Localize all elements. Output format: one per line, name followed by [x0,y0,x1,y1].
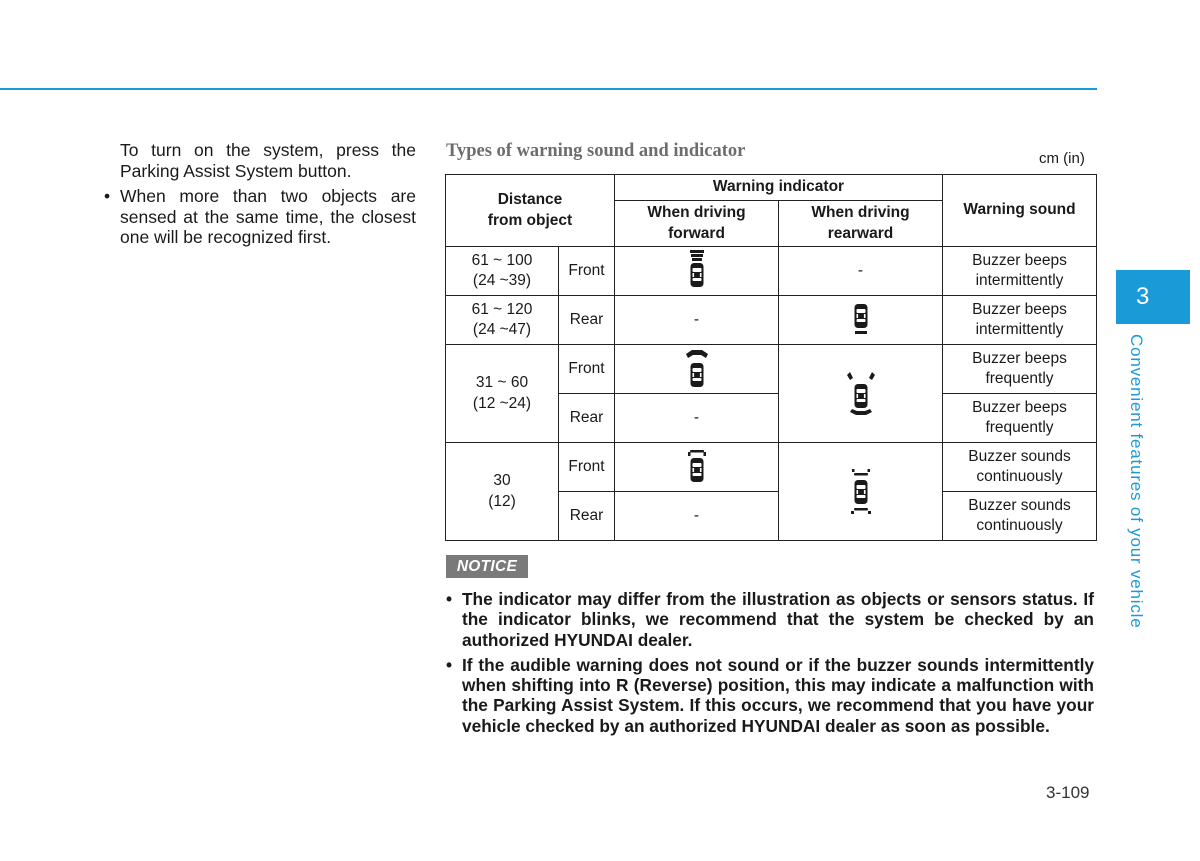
car-front-mid-range-icon [682,348,712,390]
car-short-range-both-icon [847,466,875,518]
distance-cell: 30 (12) [446,443,559,541]
side-cell: Rear [559,296,615,345]
left-bullet: • When more than two objects are sensed at the same time, the closest one will be recognized first. [104,186,416,248]
sound-cell: Buzzer beeps intermittently [943,296,1097,345]
forward-indicator-cell: - [615,296,779,345]
header-distance: Distance from object [446,175,615,247]
sound-cell: Buzzer sounds continuously [943,492,1097,541]
notice-item: • If the audible warning does not sound or if the buzzer sounds intermittently when shifting into R (Reverse) position, this may indicate a malfunction with the Parking Assist System. If this occurs, we recommend that you have your vehicle checked by an authorized HYUNDAI dealer as soon as possible. [444,655,1094,736]
distance-cell: 61 ~ 100 (24 ~39) [446,247,559,296]
side-cell: Rear [559,394,615,443]
table-row [446,443,1097,492]
sound-cell: Buzzer beeps intermittently [943,247,1097,296]
forward-indicator-cell [615,247,779,296]
chapter-tab [1116,270,1190,324]
rearward-indicator-cell [779,345,943,443]
side-cell: Front [559,443,615,492]
sound-cell: Buzzer beeps frequently [943,394,1097,443]
header-warning-sound: Warning sound [943,175,1097,247]
left-column [104,140,416,248]
car-front-short-range-icon [685,448,709,486]
intro-paragraph: To turn on the system, press the Parking Assist System button. [120,140,416,181]
side-cell: Rear [559,492,615,541]
side-cell: Front [559,247,615,296]
header-warning-indicator: Warning indicator [615,175,943,201]
table-row [446,247,1097,296]
left-bullet-list [104,186,416,248]
rearward-indicator-cell [779,296,943,345]
car-mid-range-both-icon [844,369,878,419]
table-title: Types of warning sound and indicator [446,141,746,161]
distance-cell: 61 ~ 120 (24 ~47) [446,296,559,345]
forward-indicator-cell: - [615,492,779,541]
notice-item: • The indicator may differ from the illustration as objects or sensors status. If the indicator blinks, we recommend that the system be checked by an authorized HYUNDAI dealer. [444,589,1094,650]
forward-indicator-cell [615,345,779,394]
table-row [446,296,1097,345]
sound-cell: Buzzer sounds continuously [943,443,1097,492]
notice-badge: NOTICE [446,555,528,578]
forward-indicator-cell: - [615,394,779,443]
distance-cell: 31 ~ 60 (12 ~24) [446,345,559,443]
forward-indicator-cell [615,443,779,492]
chapter-title: Convenient features of your vehicle [1127,334,1146,629]
sound-cell: Buzzer beeps frequently [943,345,1097,394]
notice-list [444,589,1094,741]
side-cell: Front [559,345,615,394]
car-rear-long-range-icon [849,300,873,340]
rearward-indicator-cell [779,443,943,541]
header-driving-forward: When driving forward [615,201,779,247]
warning-table [445,174,1097,541]
car-front-long-range-icon [685,249,709,293]
header-driving-rearward: When driving rearward [779,201,943,247]
table-unit: cm (in) [1039,150,1085,167]
rearward-indicator-cell: - [779,247,943,296]
top-rule [0,88,1097,90]
page-number: 3-109 [1046,783,1090,802]
table-row [446,345,1097,394]
chapter-number: 3 [1136,283,1150,310]
